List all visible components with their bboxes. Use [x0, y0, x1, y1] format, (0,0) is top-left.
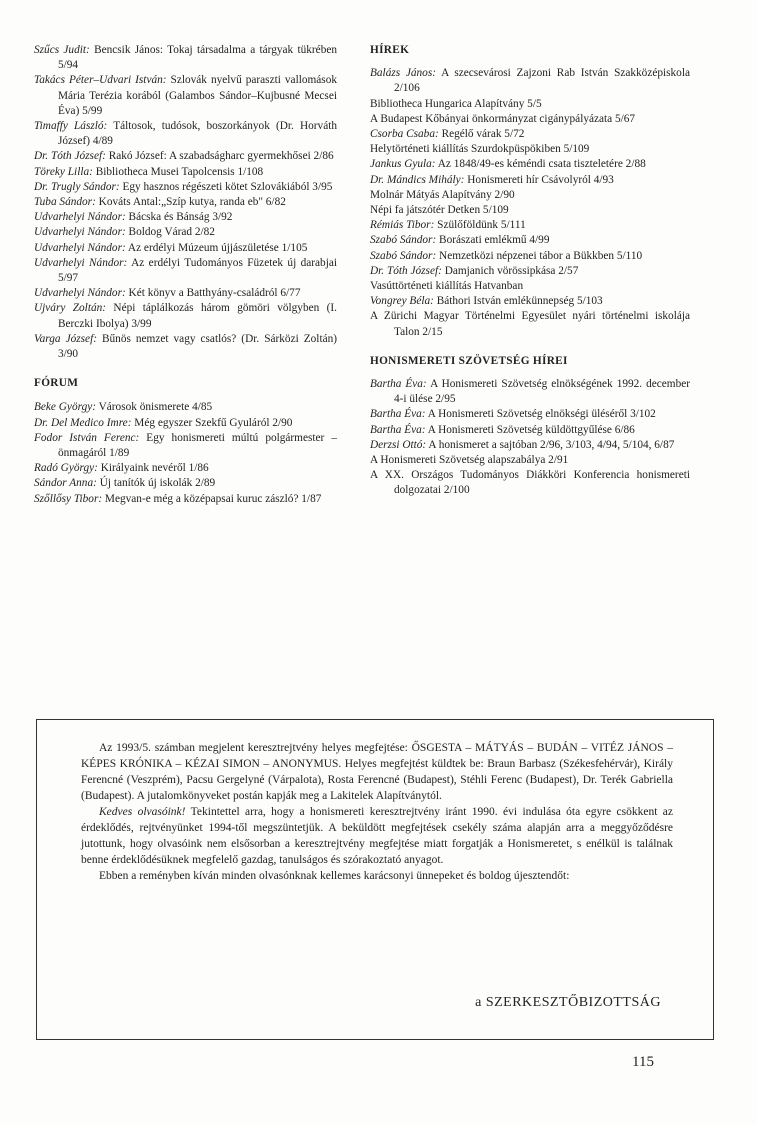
- entry-text: Megvan-e még a középapsai kuruc zászló? 1/87: [102, 492, 322, 505]
- list-item: [370, 112, 690, 127]
- list-item: [34, 73, 337, 119]
- entry-text: Nemzetközi népzenei tábor a Bükkben 5/110: [436, 249, 643, 262]
- entry-author: Timaffy László:: [34, 120, 108, 133]
- entry-text: A szecsevárosi Zajzoni Rab István Szakközépiskola 2/106: [394, 67, 690, 95]
- entry-author: Dr. Tóth József:: [370, 264, 442, 277]
- list-item: [370, 97, 690, 112]
- entry-author: Rémiás Tibor:: [370, 219, 435, 232]
- entry-text: A Honismereti Szövetség elnökségének 1992. december 4-i ülése 2/95: [394, 378, 691, 406]
- list-item: [370, 423, 690, 438]
- entry-author: Udvarhelyi Nándor:: [34, 241, 126, 254]
- list-item: [370, 453, 690, 468]
- hirek-list: [370, 66, 690, 340]
- entry-author: Szűcs Judit:: [34, 44, 90, 56]
- entry-text: Királyaink nevéről 1/86: [97, 462, 209, 475]
- entry-text: Az erdélyi Múzeum újjászületése 1/105: [125, 241, 308, 254]
- notice-paragraph-3: Ebben a reményben kíván minden olvasónknak kellemes karácsonyi ünnepeket és boldog újesztendőt:: [99, 870, 570, 882]
- entry-text: Népi táplálkozás három gömöri völgyben (I. Berczki Ibolya) 3/99: [58, 302, 337, 330]
- entry-text: Damjanich vörössipkása 2/57: [441, 264, 579, 277]
- list-item: [370, 173, 690, 188]
- entry-author: Varga József:: [34, 332, 97, 345]
- entry-text: Borászati emlékmű 4/99: [436, 234, 550, 247]
- entry-text: Boldog Várad 2/82: [125, 226, 215, 239]
- entry-text: Bibliotheca Hungarica Alapítvány 5/5: [370, 97, 542, 110]
- list-item: [34, 416, 337, 431]
- list-item: [370, 249, 690, 264]
- entry-author: Szabó Sándor:: [370, 249, 437, 262]
- entry-text: Helytörténeti kiállítás Szurdokpüspökiben 5/109: [370, 143, 590, 156]
- list-item: [370, 377, 690, 407]
- entry-author: Dr. Tóth József:: [34, 150, 106, 163]
- list-item: [34, 149, 337, 164]
- list-item: [34, 400, 337, 415]
- list-item: [370, 294, 690, 309]
- entry-text: Az 1848/49-es kéméndi csata tiszteletére 2/88: [435, 158, 646, 171]
- forum-heading: FÓRUM: [34, 377, 79, 390]
- page-number: 115: [632, 1054, 654, 1070]
- entry-author: Radó György:: [34, 462, 98, 475]
- list-item: [34, 301, 337, 331]
- list-item: [34, 241, 337, 256]
- entry-author: Takács Péter–Udvari István:: [34, 74, 167, 87]
- list-item: [34, 286, 337, 301]
- entry-author: Ujváry Zoltán:: [34, 302, 107, 315]
- entry-text: Honismereti hír Csávolyról 4/93: [464, 173, 614, 186]
- list-item: [370, 438, 690, 453]
- list-item: [370, 218, 690, 233]
- entry-author: Dr. Trugly Sándor:: [34, 180, 120, 193]
- notice-paragraph-2-text: Tekintettel arra, hogy a honismereti keresztrejtvény iránt 1990. évi indulása óta egyre csökkent az érdeklődés, rejtvényünket 1994-től megszüntetjük. A beküldött megfejtések csekély száma alapján arra a meggyőződésre jutottunk, hogy olvasóink nem elsősorban a keresztrejtvény megfejtése miatt forgatják a Honismeretet, s enélkül is találnak benne érdeklődésüknek megfelelő gazdag, tanulságos és szórakoztató anyagot.: [81, 806, 673, 866]
- entry-author: Csorba Csaba:: [370, 128, 439, 141]
- list-item: [34, 461, 337, 476]
- szovetseg-heading: HONISMERETI SZÖVETSÉG HÍREI: [370, 354, 568, 367]
- entry-text: Báthori István emlékünnepség 5/103: [433, 295, 603, 308]
- entry-author: Szabó Sándor:: [370, 234, 437, 247]
- entry-author: Sándor Anna:: [34, 477, 97, 490]
- list-item: [370, 264, 690, 279]
- entry-text: Szülőföldünk 5/111: [434, 219, 526, 232]
- crossword-notice-box: [36, 719, 714, 1040]
- entry-author: Dr. Mándics Mihály:: [370, 173, 465, 186]
- right-column: [370, 43, 690, 499]
- list-item: [370, 188, 690, 203]
- list-item: [370, 233, 690, 248]
- list-item: [34, 165, 337, 180]
- list-item: [34, 119, 337, 149]
- entry-text: Bácska és Bánság 3/92: [125, 211, 233, 224]
- entry-text: Vasúttörténeti kiállítás Hatvanban: [370, 280, 524, 293]
- list-item: [370, 127, 690, 142]
- list-item: [370, 468, 690, 498]
- list-item: [34, 43, 337, 73]
- entry-author: Udvarhelyi Nándor:: [34, 211, 126, 224]
- list-item: [370, 66, 690, 96]
- entry-text: Táltosok, tudósok, boszorkányok (Dr. Horváth József) 4/89: [58, 120, 338, 148]
- entry-author: Bartha Éva:: [370, 423, 426, 436]
- list-item: [34, 256, 337, 286]
- szovetseg-list: [370, 377, 690, 499]
- entry-text: Molnár Mátyás Alapítvány 2/90: [370, 188, 515, 201]
- list-item: [34, 332, 337, 362]
- entry-text: Bűnös nemzet vagy csatlós? (Dr. Sárközi Zoltán) 3/90: [58, 332, 338, 361]
- entry-author: Vongrey Béla:: [370, 295, 434, 308]
- list-item: [34, 210, 337, 225]
- list-item: [370, 142, 690, 157]
- entry-author: Bartha Éva:: [370, 408, 426, 421]
- entry-text: A XX. Országos Tudományos Diákköri Konferencia honismereti dolgozatai 2/100: [370, 469, 690, 497]
- entry-text: A Budapest Kőbányai önkormányzat cigánypályázata 5/67: [370, 112, 636, 125]
- list-item: [34, 476, 337, 491]
- forum-list: [34, 400, 337, 506]
- entry-text: Egy honismereti múltú polgármester – önmagáról 1/89: [58, 431, 337, 460]
- entry-text: A Zürichi Magyar Történelmi Egyesület nyári történelmi iskolája Talon 2/15: [370, 310, 690, 338]
- entry-text: Egy hasznos régészeti kötet Szlovákiából 3/95: [119, 180, 333, 193]
- entry-text: Népi fa játszótér Detken 5/109: [370, 204, 509, 217]
- entry-text: Regélő várak 5/72: [438, 128, 525, 141]
- list-item: [34, 225, 337, 240]
- entry-author: Dr. Del Medico Imre:: [34, 416, 132, 429]
- list-item: [34, 195, 337, 210]
- entry-text: Még egyszer Szekfű Gyuláról 2/90: [131, 416, 293, 429]
- list-item: [370, 279, 690, 294]
- list-item: [34, 492, 337, 507]
- entry-author: Töreky Lilla:: [34, 165, 93, 178]
- entry-text: Új tanítók új iskolák 2/89: [96, 477, 216, 490]
- entry-text: Bencsik János: Tokaj társadalma a tárgyak tükrében 5/94: [58, 44, 337, 72]
- entry-author: Tuba Sándor:: [34, 196, 96, 209]
- entry-author: Fodor István Ferenc:: [34, 431, 140, 444]
- list-item: [370, 203, 690, 218]
- entry-author: Beke György:: [34, 401, 96, 414]
- entry-text: Az erdélyi Tudományos Füzetek új darabjai 5/97: [58, 256, 337, 285]
- entry-author: Udvarhelyi Nándor:: [34, 287, 126, 300]
- entry-text: Bibliotheca Musei Tapolcensis 1/108: [92, 165, 264, 178]
- notice-paragraph-1: Az 1993/5. számban megjelent keresztrejtvény helyes megfejtése: ŐSGESTA – MÁTYÁS – BUDÁN – VITÉZ JÁNOS – KÉPES KRÓNIKA – KÉZAI SIMON – ANONYMUS. Helyes megfejtést küldtek be: Braun Barbasz (Székesfehérvár), Király Ferencné (Veszprém), Pacsu Gergelyné (Várpalota), Rosta Ferencné (Budapest), Stéhli Ferenc (Budapest), Dr. Terék Gabriella (Budapest). A jutalomkönyveket postán kapják meg a Lakitelek Alapítványtól.: [81, 742, 673, 802]
- entry-author: Jankus Gyula:: [370, 158, 436, 171]
- entry-author: Balázs János:: [370, 67, 436, 80]
- list-item: [34, 431, 337, 461]
- notice-greeting: Kedves olvasóink!: [99, 806, 186, 818]
- entry-text: Két könyv a Batthyány-családról 6/77: [125, 287, 301, 300]
- review-list: [34, 43, 337, 362]
- entry-text: A Honismereti Szövetség alapszabálya 2/91: [370, 454, 569, 467]
- entry-author: Udvarhelyi Nándor:: [34, 256, 128, 269]
- entry-text: Kováts Antal:„Szíp kutya, randa eb" 6/82: [95, 196, 286, 209]
- entry-text: Városok önismerete 4/85: [96, 401, 213, 414]
- notice-paragraph-2: [81, 804, 673, 868]
- list-item: [370, 157, 690, 172]
- entry-text: A Honismereti Szövetség küldöttgyűlése 6/86: [425, 423, 635, 436]
- entry-author: Udvarhelyi Nándor:: [34, 226, 126, 239]
- entry-author: Bartha Éva:: [370, 378, 427, 391]
- list-item: [370, 407, 690, 422]
- entry-text: A Honismereti Szövetség elnökségi üléséről 3/102: [425, 408, 656, 421]
- list-item: [370, 309, 690, 339]
- signature: a SZERKESZTŐBIZOTTSÁG: [475, 995, 661, 1010]
- list-item: [34, 180, 337, 195]
- left-column: [34, 43, 337, 507]
- entry-text: Szlovák nyelvű paraszti vallomások Mária Terézia korából (Galambos Sándor–Kujbusné Mecsei Éva) 5/99: [58, 74, 337, 117]
- entry-author: Derzsi Ottó:: [370, 438, 427, 451]
- entry-text: A honismeret a sajtóban 2/96, 3/103, 4/94, 5/104, 6/87: [426, 438, 675, 451]
- entry-text: Rakó József: A szabadságharc gyermekhősei 2/86: [105, 150, 334, 163]
- hirek-heading: HÍREK: [370, 44, 410, 56]
- entry-author: Szőllősy Tibor:: [34, 492, 103, 505]
